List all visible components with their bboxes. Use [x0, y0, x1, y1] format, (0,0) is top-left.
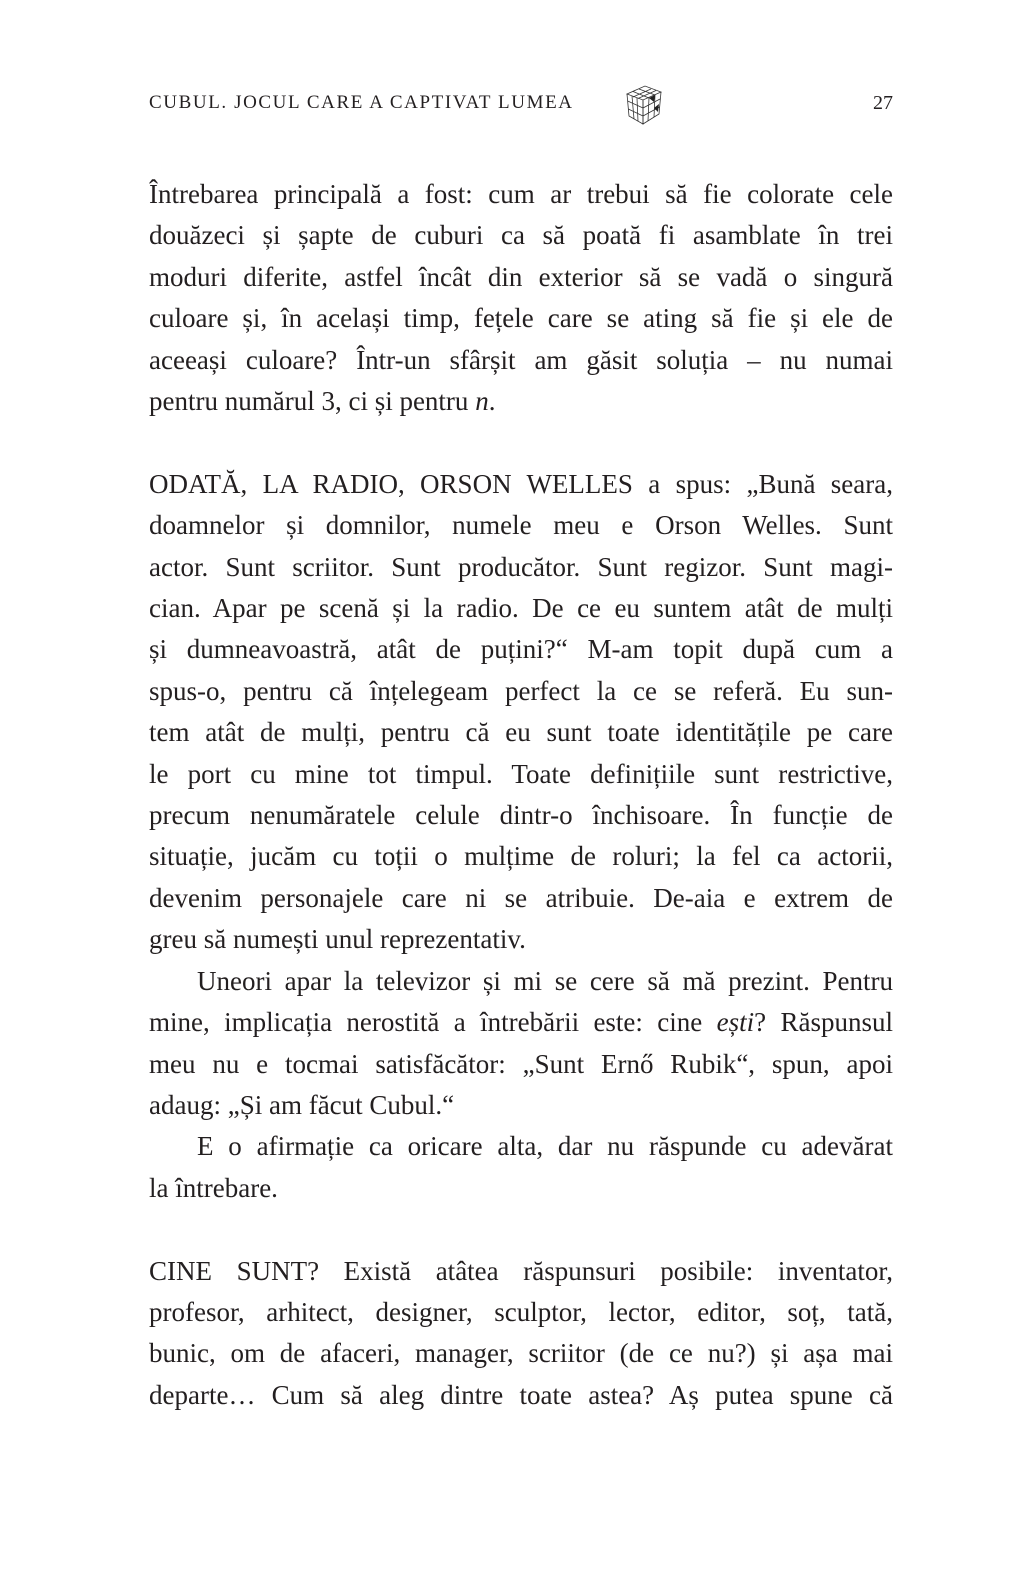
text-line: devenim personajele care ni se atribuie. De-aia e extrem de	[149, 882, 893, 913]
paragraph	[149, 464, 893, 961]
text-line: doamnelor și domnilor, numele meu e Orson Welles. Sunt	[149, 510, 893, 541]
text-line: spus-o, pentru că înțelegeam perfect la ce se referă. Eu sun-	[149, 675, 893, 706]
italic-word: ești	[716, 1007, 755, 1038]
text-line: departe… Cum să aleg dintre toate astea? Aș putea spune că	[149, 1379, 893, 1410]
text-line: și dumneavoastră, atât de puțini?“ M-am topit după cum a	[149, 634, 893, 665]
paragraph	[149, 1126, 893, 1209]
page-number: 27	[873, 92, 893, 114]
text-segment: mine, implicația nerostită a întrebării este: cine	[149, 1007, 717, 1038]
paragraph	[149, 961, 893, 1127]
text-line: culoare și, în același timp, fețele care se ating să fie și ele de	[149, 303, 893, 334]
text-line: meu nu e tocmai satisfăcător: „Sunt Ernő Rubik“, spun, apoi	[149, 1048, 893, 1079]
text-line	[149, 1002, 893, 1043]
text-line: CINE SUNT? Există atâtea răspunsuri posibile: inventator,	[149, 1255, 893, 1286]
text-line: actor. Sunt scriitor. Sunt producător. Sunt regizor. Sunt magi-	[149, 551, 893, 582]
text-line: ODATĂ, LA RADIO, ORSON WELLES a spus: „Bună seara,	[149, 468, 893, 499]
text-line: profesor, arhitect, designer, sculptor, lector, editor, soț, tată,	[149, 1296, 893, 1327]
text-line: moduri diferite, astfel încât din exterior să se vadă o singură	[149, 261, 893, 292]
text-line: cian. Apar pe scenă și la radio. De ce eu suntem atât de mulți	[149, 593, 893, 624]
text-line: la întrebare.	[149, 1172, 278, 1203]
italic-variable: n	[475, 386, 489, 417]
text-line: douăzeci și șapte de cuburi ca să poată fi asamblate în trei	[149, 220, 893, 251]
text-line: tem atât de mulți, pentru că eu sunt toate identitățile pe care	[149, 717, 893, 748]
body-text	[149, 174, 893, 1416]
text-line: aceeași culoare? Într-un sfârșit am găsit soluția – nu numai	[149, 344, 893, 375]
running-header	[149, 88, 893, 122]
rubiks-cube-icon	[621, 82, 665, 126]
text-line: precum nenumăratele celule dintr-o închisoare. În funcție de	[149, 800, 893, 831]
text-line: E o afirmație ca oricare alta, dar nu răspunde cu adevărat	[197, 1131, 893, 1162]
paragraph	[149, 1251, 893, 1417]
text-line	[149, 381, 893, 422]
text-line: bunic, om de afaceri, manager, scriitor (de ce nu?) și așa mai	[149, 1338, 893, 1369]
text-segment: .	[488, 386, 496, 417]
paragraph	[149, 174, 893, 422]
text-line: Întrebarea principală a fost: cum ar trebui să fie colorate cele	[149, 179, 893, 209]
running-title: CUBUL. JOCUL CARE A CAPTIVAT LUMEA	[149, 92, 574, 113]
text-segment: ? Răspunsul	[754, 1007, 894, 1038]
text-line: le port cu mine tot timpul. Toate definițiile sunt restrictive,	[149, 758, 893, 789]
text-line: adaug: „Și am făcut Cubul.“	[149, 1089, 455, 1120]
text-line: Uneori apar la televizor și mi se cere să mă prezint. Pentru	[197, 965, 893, 996]
text-line: situație, jucăm cu toții o mulțime de roluri; la fel ca actorii,	[149, 841, 893, 872]
text-segment: pentru numărul 3, ci și pentru	[149, 386, 476, 417]
text-line: greu să numești unul reprezentativ.	[149, 924, 526, 955]
